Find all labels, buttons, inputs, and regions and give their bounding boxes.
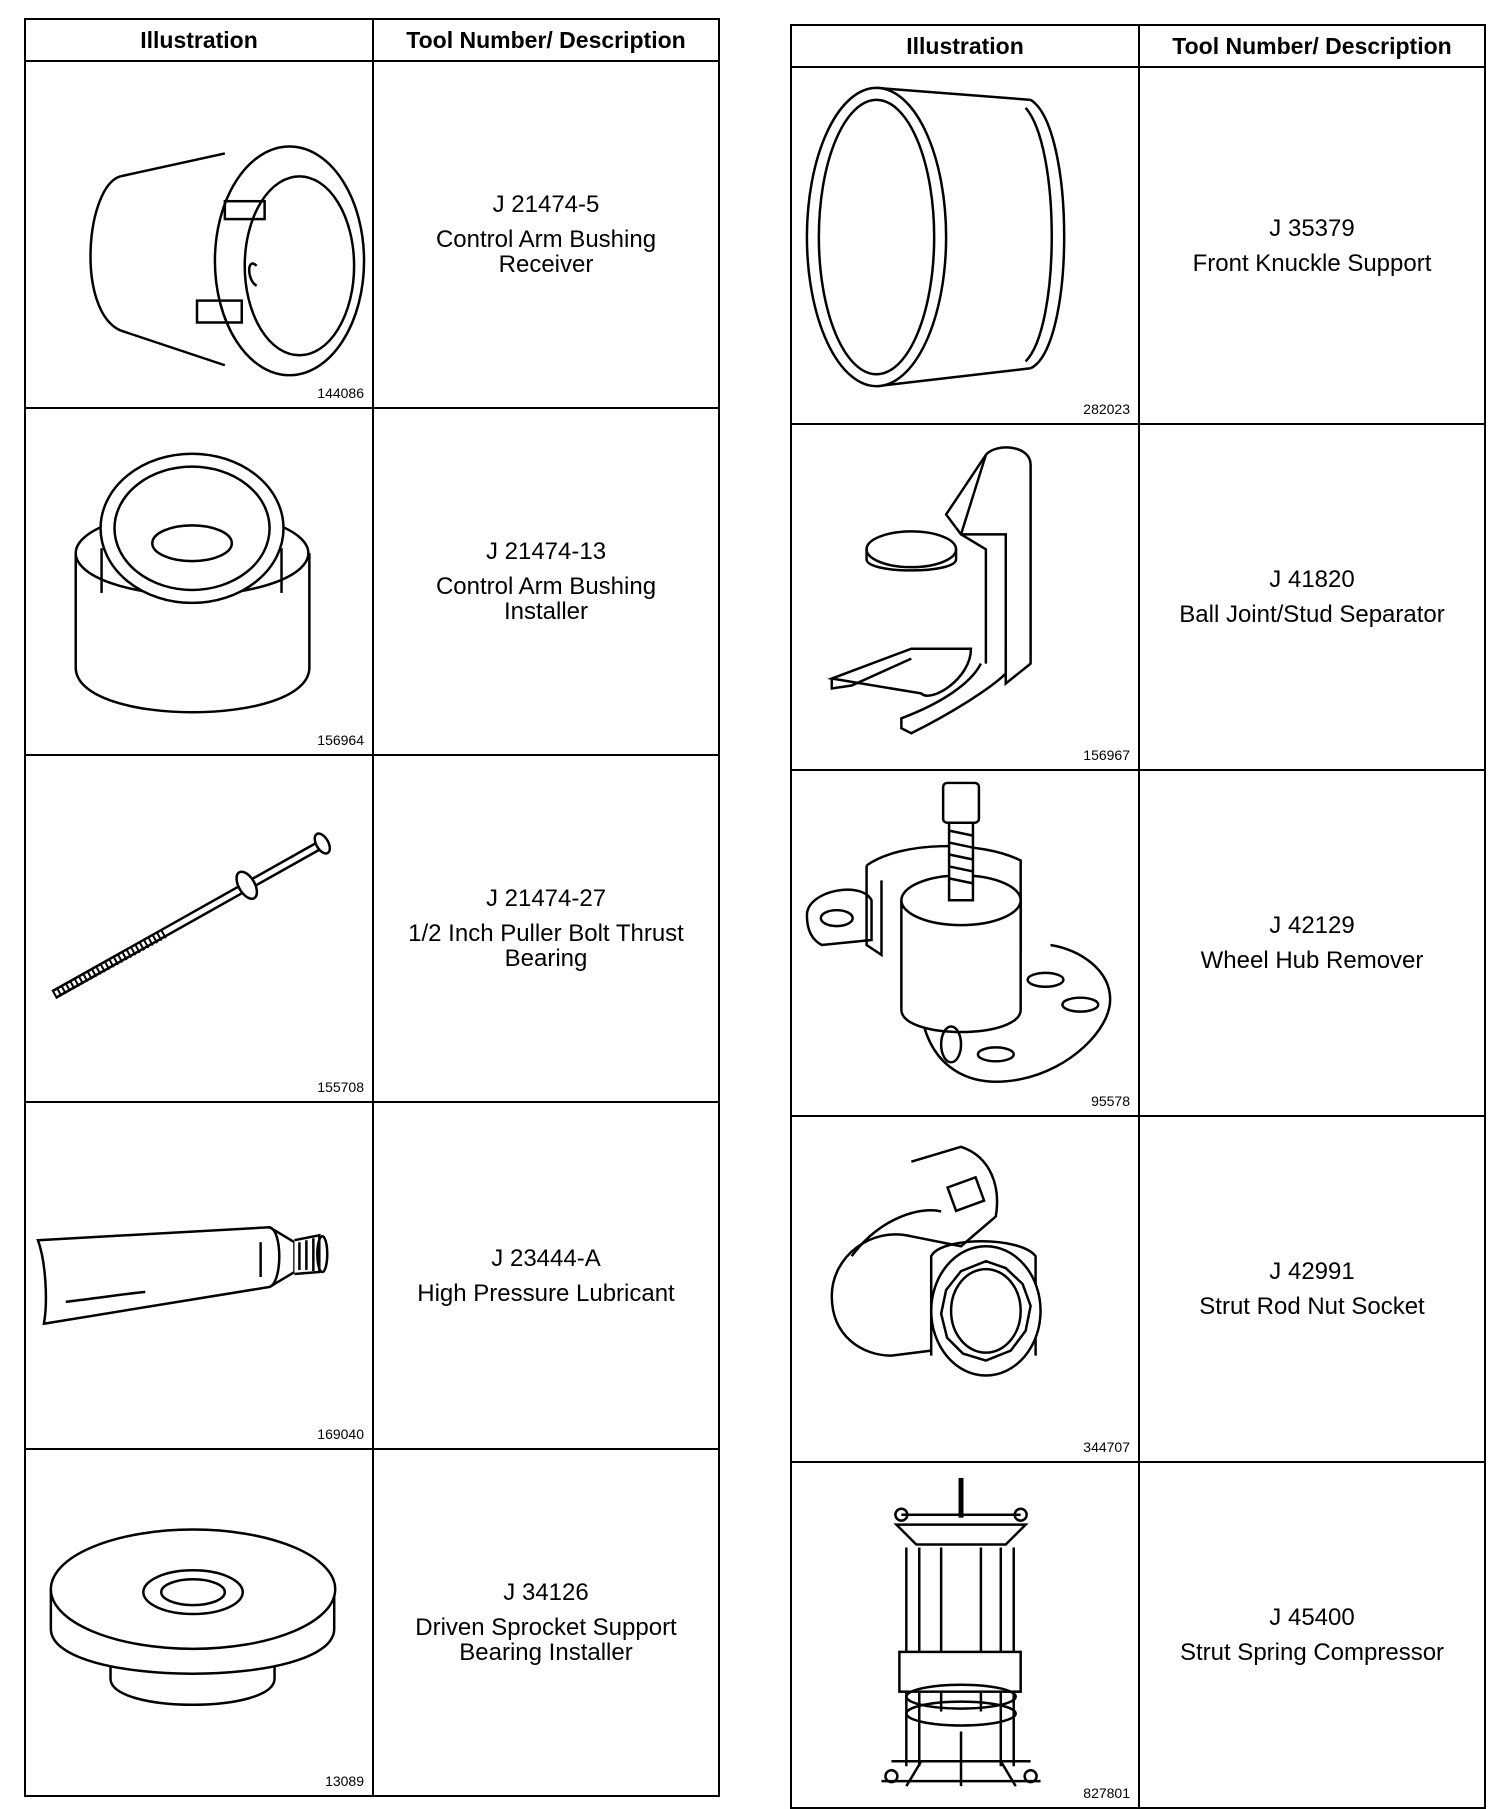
tool-number: J 41820 — [1269, 566, 1355, 593]
sprocket-installer-icon — [26, 1450, 372, 1795]
description-cell — [1139, 67, 1485, 424]
tool-description: High Pressure Lubricant — [417, 1279, 675, 1307]
table-row — [791, 1116, 1485, 1462]
tool-description: Driven Sprocket Support Bearing Installer — [415, 1614, 677, 1666]
tool-number: J 21474-13 — [485, 538, 607, 565]
tool-description: Front Knuckle Support — [1192, 249, 1432, 277]
tool-description: 1/2 Inch Puller Bolt Thrust Bearing — [408, 920, 684, 972]
figure-number: 155708 — [317, 1079, 364, 1095]
tool-description: Strut Rod Nut Socket — [1199, 1293, 1425, 1320]
tool-number: J 34126 — [503, 1579, 589, 1606]
description-cell — [1139, 1116, 1485, 1462]
tool-number: J 21474-5 — [492, 191, 600, 218]
description-header: Tool Number/ Description — [373, 19, 719, 61]
illustration-header: Illustration — [25, 19, 373, 61]
table-row — [25, 1102, 719, 1449]
tool-number: J 45400 — [1269, 1604, 1355, 1631]
strut-nut-socket-icon — [792, 1117, 1138, 1461]
bushing-receiver-icon — [26, 62, 372, 407]
tool-number: J 21474-27 — [485, 885, 607, 912]
header-row — [25, 19, 719, 61]
right-tool-table — [790, 24, 1486, 1809]
illustration-header: Illustration — [791, 25, 1139, 67]
table-row — [25, 755, 719, 1102]
description-cell — [373, 1449, 719, 1796]
table-row — [791, 67, 1485, 424]
description-cell — [373, 61, 719, 408]
figure-number: 156967 — [1083, 747, 1130, 763]
table-row — [25, 61, 719, 408]
illustration-cell — [25, 755, 373, 1102]
illustration-cell — [791, 770, 1139, 1116]
tool-description: Ball Joint/Stud Separator — [1179, 601, 1445, 628]
figure-number: 827801 — [1083, 1785, 1130, 1801]
illustration-cell — [791, 424, 1139, 770]
figure-number: 344707 — [1083, 1439, 1130, 1455]
hub-remover-icon — [792, 771, 1138, 1115]
figure-number: 156964 — [317, 732, 364, 748]
illustration-cell — [25, 1449, 373, 1796]
tool-number: J 35379 — [1269, 214, 1355, 242]
figure-number: 13089 — [325, 1773, 364, 1789]
description-cell — [1139, 424, 1485, 770]
spring-compressor-icon — [792, 1463, 1138, 1807]
knuckle-support-icon — [792, 68, 1138, 423]
table-row — [25, 1449, 719, 1796]
illustration-cell — [25, 61, 373, 408]
lubricant-tube-icon — [26, 1103, 372, 1448]
description-cell — [1139, 1462, 1485, 1808]
figure-number: 169040 — [317, 1426, 364, 1442]
illustration-cell — [25, 408, 373, 755]
table-row — [25, 408, 719, 755]
description-cell — [1139, 770, 1485, 1116]
tool-description: Control Arm Bushing Installer — [435, 573, 657, 625]
tool-number: J 42991 — [1269, 1258, 1355, 1285]
description-header: Tool Number/ Description — [1139, 25, 1485, 67]
table-row — [791, 1462, 1485, 1808]
figure-number: 95578 — [1091, 1093, 1130, 1109]
table-row — [791, 424, 1485, 770]
figure-number: 144086 — [317, 385, 364, 401]
illustration-cell — [791, 1462, 1139, 1808]
illustration-cell — [791, 1116, 1139, 1462]
tool-number: J 42129 — [1269, 912, 1355, 939]
description-cell — [373, 755, 719, 1102]
tool-number: J 23444-A — [491, 1244, 601, 1272]
puller-bolt-icon — [26, 756, 372, 1101]
description-cell — [373, 1102, 719, 1449]
illustration-cell — [791, 67, 1139, 424]
figure-number: 282023 — [1083, 401, 1130, 417]
left-tool-table — [24, 18, 720, 1797]
tool-description: Strut Spring Compressor — [1179, 1639, 1445, 1666]
ball-joint-separator-icon — [792, 425, 1138, 769]
tool-description: Wheel Hub Remover — [1200, 947, 1424, 974]
tool-description: Control Arm Bushing Receiver — [435, 226, 657, 278]
header-row — [791, 25, 1485, 67]
bushing-installer-icon — [26, 409, 372, 754]
table-row — [791, 770, 1485, 1116]
illustration-cell — [25, 1102, 373, 1449]
description-cell — [373, 408, 719, 755]
